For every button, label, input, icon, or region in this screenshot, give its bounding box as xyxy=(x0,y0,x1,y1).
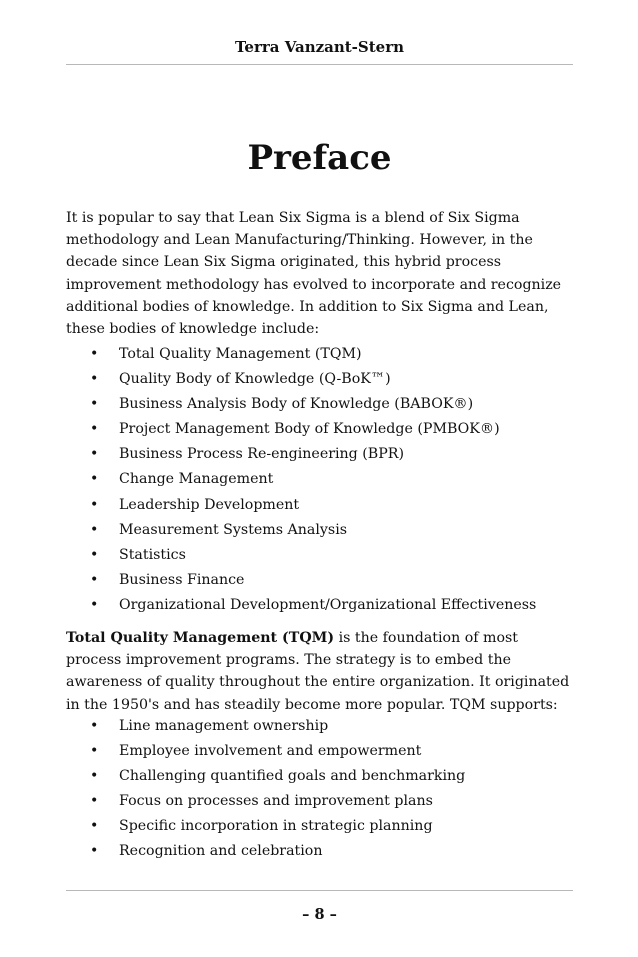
list-item-text: Line management ownership xyxy=(119,718,329,734)
list-item xyxy=(66,814,573,839)
footer-divider xyxy=(66,890,573,891)
list-item-text: Leadership Development xyxy=(119,496,300,513)
tqm-paragraph xyxy=(66,627,573,716)
header-divider xyxy=(66,64,573,65)
tqm-supports-list xyxy=(66,714,573,865)
list-item xyxy=(66,543,573,568)
list-item-text: Challenging quantified goals and benchmarking xyxy=(119,768,466,785)
list-item-text: Focus on processes and improvement plans xyxy=(119,793,433,810)
list-item-text: Specific incorporation in strategic planning xyxy=(119,818,433,835)
list-item-text: Business Finance xyxy=(119,571,245,588)
list-item xyxy=(66,518,573,543)
list-item xyxy=(66,714,573,739)
bullet-icon: • xyxy=(90,446,99,463)
list-item xyxy=(66,392,573,417)
page-title: Preface xyxy=(247,138,392,178)
list-item-text: Business Process Re-engineering (BPR) xyxy=(119,446,404,463)
bullet-icon: • xyxy=(90,743,99,760)
list-item-text: Project Management Body of Knowledge (PMBOK®) xyxy=(119,421,500,438)
list-item-text: Measurement Systems Analysis xyxy=(119,521,348,538)
bullet-icon: • xyxy=(90,768,99,785)
list-item xyxy=(66,493,573,518)
bullet-icon: • xyxy=(90,818,99,835)
intro-paragraph: It is popular to say that Lean Six Sigma is a blend of Six Sigma methodology and Lean Manufacturing/Thinking. However, in the decade since Lean Six Sigma originated, this hybrid process improvement methodology has evolved to incorporate and recognize additional bodies of knowledge. In addition to Six Sigma and Lean, these bodies of knowledge include: xyxy=(66,210,562,338)
bullet-icon: • xyxy=(90,346,99,362)
list-item xyxy=(66,568,573,593)
bullet-icon: • xyxy=(90,718,99,734)
list-item xyxy=(66,739,573,764)
bullet-icon: • xyxy=(90,496,99,513)
list-item-text: Total Quality Management (TQM) xyxy=(119,346,362,362)
bullet-icon: • xyxy=(90,843,99,860)
list-item xyxy=(66,367,573,392)
bullet-icon: • xyxy=(90,596,99,613)
list-item-text: Employee involvement and empowerment xyxy=(119,743,422,760)
list-item xyxy=(66,417,573,442)
list-item-text: Change Management xyxy=(119,471,274,488)
list-item-text: Statistics xyxy=(119,546,186,563)
tqm-term: Total Quality Management (TQM) xyxy=(66,630,335,646)
list-item xyxy=(66,764,573,789)
list-item xyxy=(66,789,573,814)
list-item xyxy=(66,467,573,492)
bullet-icon: • xyxy=(90,571,99,588)
list-item-text: Quality Body of Knowledge (Q-BoK™) xyxy=(119,371,391,388)
bullet-icon: • xyxy=(90,471,99,488)
list-item-text: Business Analysis Body of Knowledge (BABOK®) xyxy=(119,396,474,413)
bullet-icon: • xyxy=(90,546,99,563)
bullet-icon: • xyxy=(90,396,99,413)
running-header: Terra Vanzant-Stern xyxy=(234,38,405,56)
list-item xyxy=(66,839,573,864)
bodies-of-knowledge-list xyxy=(66,342,573,618)
page-number: – 8 – xyxy=(302,906,337,923)
list-item-text: Organizational Development/Organizational Effectiveness xyxy=(119,596,537,613)
bullet-icon: • xyxy=(90,421,99,438)
list-item-text: Recognition and celebration xyxy=(119,843,323,860)
bullet-icon: • xyxy=(90,793,99,810)
list-item xyxy=(66,593,573,618)
list-item xyxy=(66,342,573,367)
tqm-description: is the foundation of most process improvement programs. The strategy is to embed the awareness of quality throughout the entire organization. It originated in the 1950's and has steadily become more popular. TQM supports: xyxy=(66,630,570,713)
list-item xyxy=(66,442,573,467)
bullet-icon: • xyxy=(90,371,99,388)
bullet-icon: • xyxy=(90,521,99,538)
